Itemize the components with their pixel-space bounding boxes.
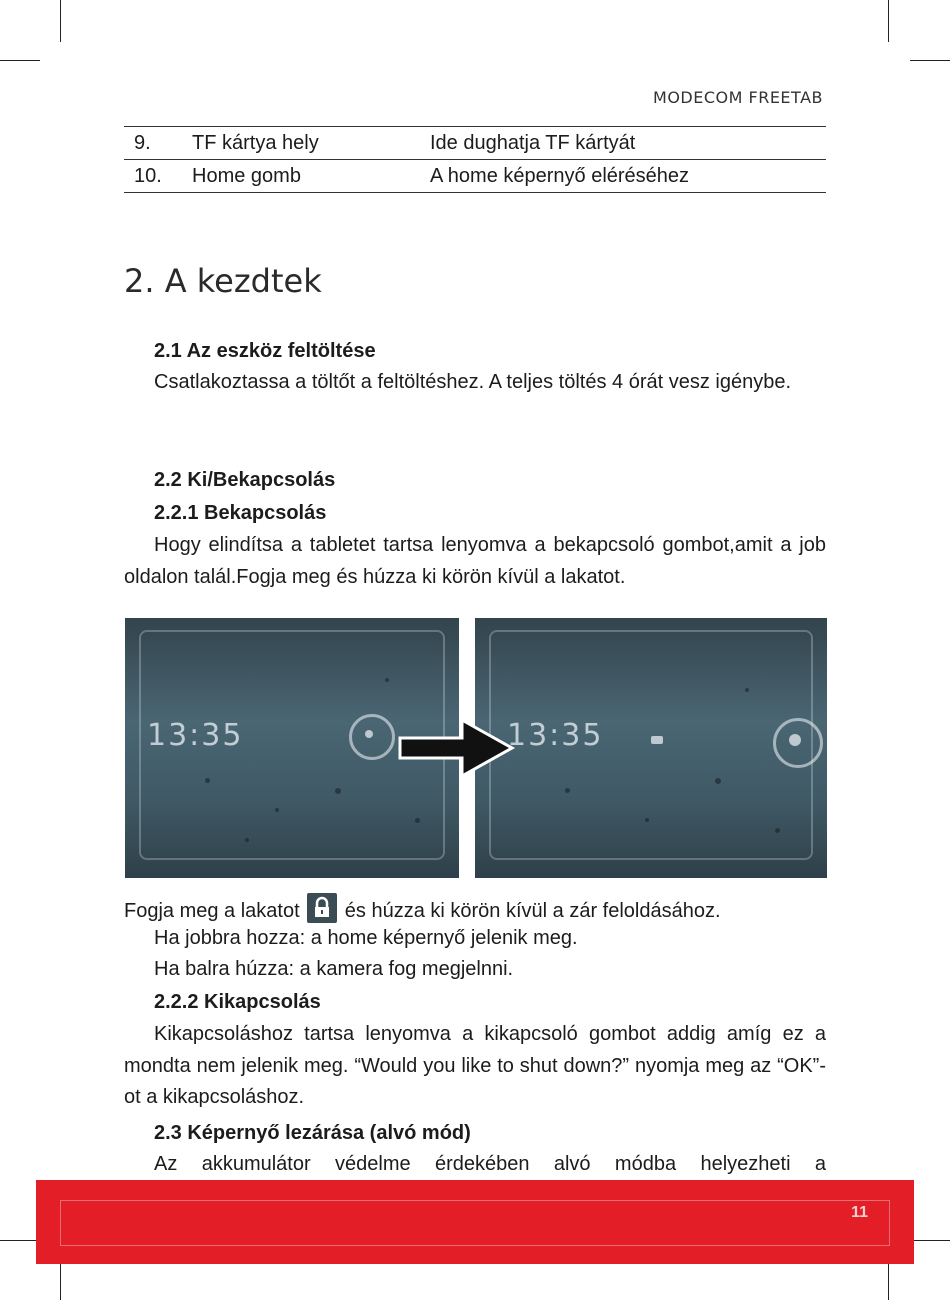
raindrop (385, 678, 389, 682)
unlock-instruction (124, 893, 721, 923)
page-number: 11 (851, 1204, 868, 1221)
unlock-text-after: és húzza ki körön kívül a zár feloldásához. (344, 900, 721, 922)
row-number: 10. (124, 160, 192, 193)
crop-mark (0, 60, 40, 61)
lockscreen-image-unlocking (475, 618, 827, 878)
unlock-handle-icon (651, 736, 663, 744)
raindrop (245, 838, 249, 842)
spec-table (124, 126, 826, 193)
footer-band-frame (60, 1200, 890, 1246)
raindrop (745, 688, 749, 692)
unlock-text-before: Fogja meg a lakatot (124, 900, 300, 922)
raindrop (775, 828, 780, 833)
heading-2-3: 2.3 Képernyő lezárása (alvó mód) (154, 1122, 471, 1144)
paragraph-2-1: Csatlakoztassa a töltőt a feltöltéshez. A teljes töltés 4 órát vesz igénybe. (154, 371, 792, 393)
crop-mark (888, 1258, 889, 1300)
heading-2-2: 2.2 Ki/Bekapcsolás (154, 469, 336, 491)
raindrop (205, 778, 210, 783)
raindrop (415, 818, 420, 823)
row-description: Ide dughatja TF kártyát (430, 127, 826, 160)
row-name: Home gomb (192, 160, 430, 193)
running-head: MODECOM FREETAB (653, 88, 823, 107)
heading-2-2-1: 2.2.1 Bekapcsolás (154, 502, 327, 524)
crop-mark (0, 1240, 40, 1241)
table-row (124, 160, 826, 193)
unlock-right-text: Ha jobbra hozza: a home képernyő jelenik meg. (154, 927, 578, 949)
unlock-left-text: Ha balra húzza: a kamera fog megjelnni. (154, 958, 514, 980)
section-title: 2. A kezdtek (124, 262, 322, 300)
heading-2-1: 2.1 Az eszköz feltöltése (154, 340, 376, 362)
footer-band (36, 1180, 914, 1264)
crop-mark (910, 60, 950, 61)
unlock-dot-icon (789, 734, 801, 746)
crop-mark (910, 1240, 950, 1241)
table-row (124, 127, 826, 160)
row-number: 9. (124, 127, 192, 160)
lockscreen-clock: 13:35 (507, 718, 604, 753)
crop-mark (60, 0, 61, 42)
raindrop (715, 778, 721, 784)
paragraph-2-3: Az akkumulátor védelme érdekében alvó módba helyezheti a (154, 1153, 826, 1175)
raindrop (275, 808, 279, 812)
crop-mark (888, 0, 889, 42)
lockscreen-clock: 13:35 (147, 718, 244, 753)
raindrop (335, 788, 341, 794)
lock-ring-icon (349, 714, 395, 760)
row-description: A home képernyő eléréséhez (430, 160, 826, 193)
right-arrow-icon (398, 716, 516, 780)
row-name: TF kártya hely (192, 127, 430, 160)
lock-dot-icon (365, 730, 373, 738)
heading-2-2-2: 2.2.2 Kikapcsolás (154, 991, 321, 1013)
crop-mark (60, 1258, 61, 1300)
padlock-icon (307, 893, 337, 923)
paragraph-2-2-2: Kikapcsoláshoz tartsa lenyomva a kikapcsoló gombot addig amíg ez a mondta nem jelenik meg. “Would you like to shut down?” nyomja meg az “OK”-ot a kikapcsoláshoz. (124, 1023, 826, 1108)
paragraph-2-2-1: Hogy elindítsa a tabletet tartsa lenyomva a bekapcsoló gombot,amit a job oldalon talál.Fogja meg és húzza ki körön kívül a lakatot. (124, 534, 826, 588)
raindrop (645, 818, 649, 822)
raindrop (565, 788, 570, 793)
